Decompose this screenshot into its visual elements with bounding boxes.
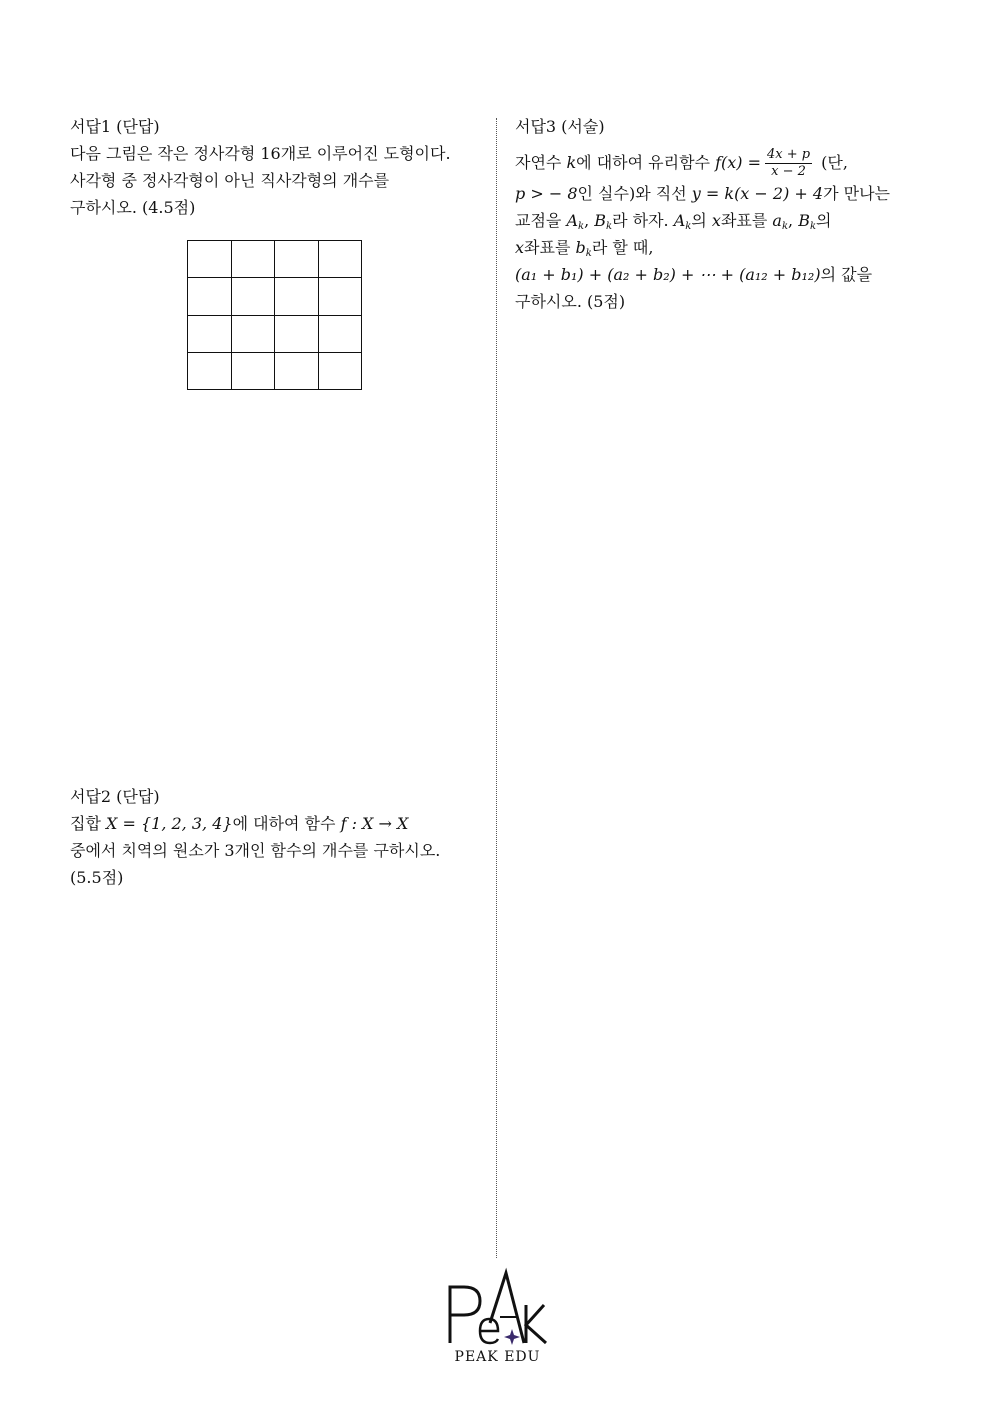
question-3-text: 교점을	[515, 211, 567, 230]
sequence-b-letter: b	[575, 238, 586, 257]
question-3-text: 가 만나는	[823, 184, 891, 203]
square-grid-figure	[187, 240, 362, 390]
question-2-line-2: 중에서 치역의 원소가 3개인 함수의 개수를 구하시오.	[70, 841, 441, 860]
point-b-k: $B_k$	[594, 211, 613, 232]
question-3-text: 좌표를	[524, 238, 576, 257]
question-3-text: 에 대하여 유리함수	[576, 153, 716, 172]
fraction-numerator: 4x + p	[767, 147, 811, 162]
function-expression: f : X → X	[340, 814, 409, 833]
question-3-text: 좌표를	[720, 211, 773, 230]
point-a-letter: A	[566, 211, 579, 230]
variable-x: x	[515, 238, 525, 257]
question-1-line-2: 사각형 중 정사각형이 아닌 직사각형의 개수를	[70, 171, 390, 190]
peak-edu-logo	[440, 1265, 555, 1375]
question-3-text: 라 할 때,	[591, 238, 654, 257]
question-1-heading: 서답1 (단답)	[70, 117, 160, 136]
function-f: f(x) =	[715, 153, 761, 172]
question-2-line-1	[70, 810, 480, 837]
variable-x: x	[711, 211, 721, 230]
question-3-line-2	[515, 180, 915, 207]
question-3-text: 라 하자.	[612, 211, 674, 230]
question-3-text: ,	[788, 211, 799, 230]
question-2	[70, 784, 480, 891]
question-3-line-3	[515, 207, 915, 234]
point-a-k: $A_k$	[566, 211, 585, 232]
question-3-line-5	[515, 261, 915, 288]
point-a-k: $A_k$	[673, 211, 692, 232]
question-3-text: ,	[584, 211, 595, 230]
question-3-text: 인 실수)와 직선	[577, 184, 692, 203]
question-3-line-1	[515, 146, 915, 180]
sum-expression: (a₁ + b₁) + (a₂ + b₂) + ⋯ + (a₁₂ + b₁₂)	[515, 265, 821, 284]
sequence-a-letter: a	[772, 211, 782, 230]
question-3-text: 의 값을	[820, 265, 873, 284]
peak-edu-label: PEAK EDU	[454, 1349, 541, 1365]
question-1-line-1: 다음 그림은 작은 정사각형 16개로 이루어진 도형이다.	[70, 144, 451, 163]
point-b-k: $B_k$	[798, 211, 817, 232]
question-2-text: 집합	[70, 814, 106, 833]
question-3-text: 의	[816, 211, 832, 230]
question-3-line-4	[515, 234, 915, 261]
line-equation: y = k(x − 2) + 4	[691, 184, 824, 203]
set-expression: X = {1, 2, 3, 4}	[106, 814, 233, 833]
question-3	[515, 114, 915, 315]
column-divider	[496, 118, 497, 1258]
question-1-line-3: 구하시오. (4.5점)	[70, 198, 196, 217]
question-2-heading: 서답2 (단답)	[70, 787, 160, 806]
point-b-letter: B	[594, 211, 607, 230]
question-3-line-6: 구하시오. (5점)	[515, 292, 626, 311]
question-1	[70, 114, 480, 221]
condition-p: p > − 8	[515, 184, 578, 203]
sequence-a-k: $a_k$	[772, 211, 789, 232]
question-3-text: 자연수	[515, 153, 567, 172]
question-3-text: (단,	[816, 153, 848, 172]
point-a-letter: A	[673, 211, 686, 230]
question-2-line-3: (5.5점)	[70, 868, 124, 887]
question-2-text: 에 대하여 함수	[232, 814, 341, 833]
peak-logo-mark	[440, 1265, 555, 1347]
variable-k: k	[566, 153, 577, 172]
rational-fraction	[765, 147, 812, 180]
sequence-b-k: $b_k$	[575, 238, 592, 259]
fraction-denominator: x − 2	[771, 164, 806, 179]
point-b-letter: B	[798, 211, 810, 230]
question-3-text: 의	[691, 211, 712, 230]
question-3-heading: 서답3 (서술)	[515, 117, 605, 136]
